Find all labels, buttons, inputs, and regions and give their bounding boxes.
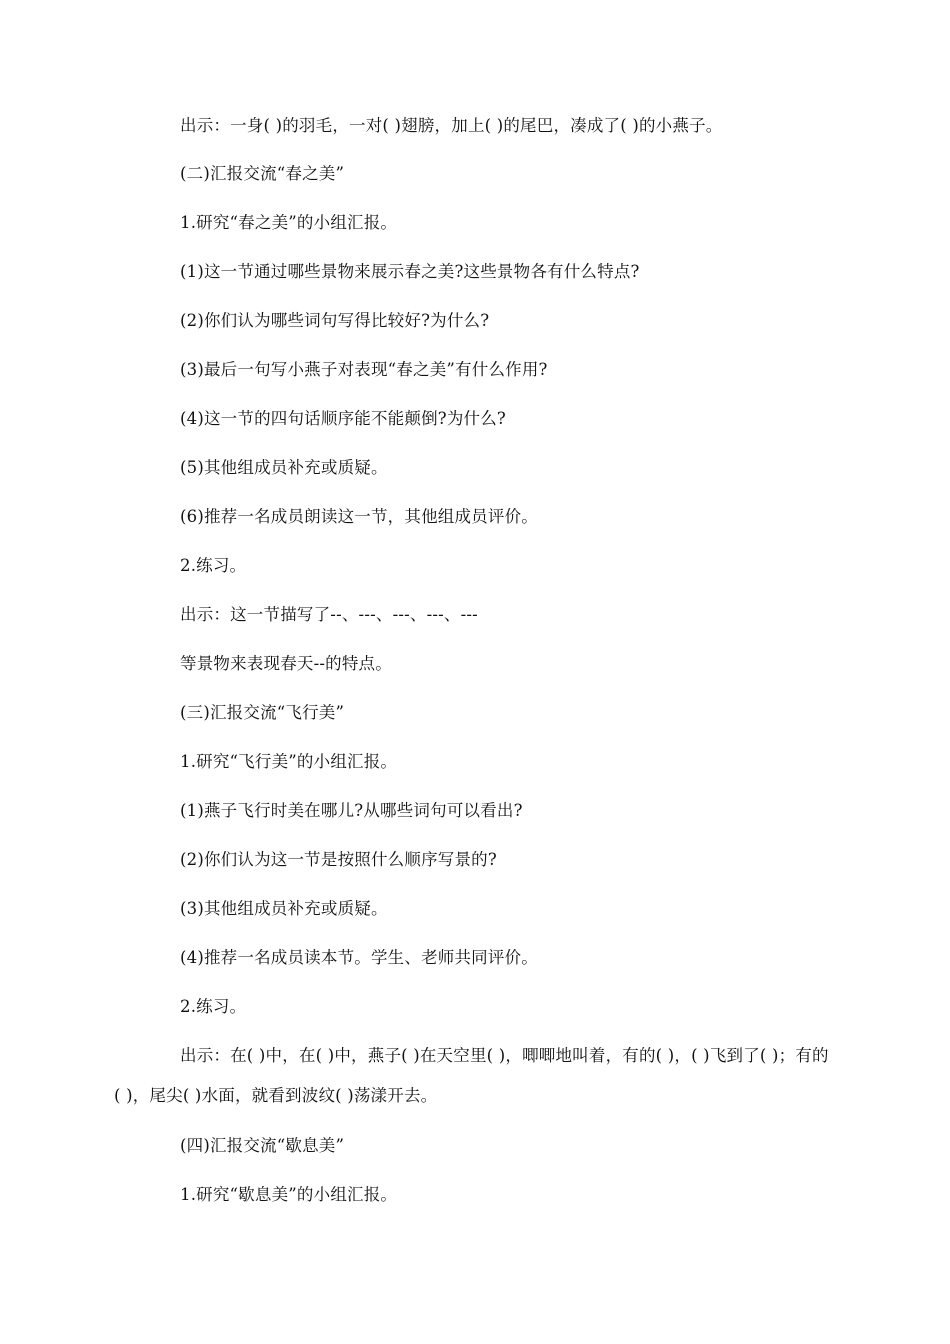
task-group-report-spring: 1.研究“春之美”的小组汇报。 [180,213,398,232]
question-1: (1)燕子飞行时美在哪儿?从哪些词句可以看出? [180,801,523,820]
question-2: (2)你们认为哪些词句写得比较好?为什么? [180,311,490,330]
section-heading-spring-beauty: (二)汇报交流“春之美” [180,164,345,183]
task-group-report-flight: 1.研究“飞行美”的小组汇报。 [180,752,398,771]
section-heading-rest-beauty: (四)汇报交流“歇息美” [180,1136,345,1155]
task-group-report-rest: 1.研究“歇息美”的小组汇报。 [180,1185,398,1204]
show-line-swallow-appearance: 出示：一身( )的羽毛，一对( )翅膀，加上( )的尾巴，凑成了( )的小燕子。 [180,116,723,135]
question-3: (3)其他组成员补充或质疑。 [180,899,388,918]
section-heading-flight-beauty: (三)汇报交流“飞行美” [180,703,345,722]
exercise-paragraph: 出示：在( )中，在( )中，燕子( )在天空里( )，唧唧地叫着，有的( )，( )飞到了( )；有的( )，尾尖( )水面，就看到波纹( )荡漾开去。 [114,1046,829,1105]
question-5: (5)其他组成员补充或质疑。 [180,458,388,477]
question-2: (2)你们认为这一节是按照什么顺序写景的? [180,850,497,869]
question-3: (3)最后一句写小燕子对表现“春之美”有什么作用? [180,360,548,379]
show-line-scenery-continued: 等景物来表现春天--的特点。 [180,654,392,673]
question-1: (1)这一节通过哪些景物来展示春之美?这些景物各有什么特点? [180,262,640,281]
exercise-heading: 2.练习。 [180,997,247,1016]
question-4: (4)推荐一名成员读本节。学生、老师共同评价。 [180,948,538,967]
question-4: (4)这一节的四句话顺序能不能颠倒?为什么? [180,409,506,428]
question-6: (6)推荐一名成员朗读这一节，其他组成员评价。 [180,507,538,526]
show-line-scenery: 出示：这一节描写了--、---、---、---、--- [180,605,478,624]
exercise-heading: 2.练习。 [180,556,247,575]
